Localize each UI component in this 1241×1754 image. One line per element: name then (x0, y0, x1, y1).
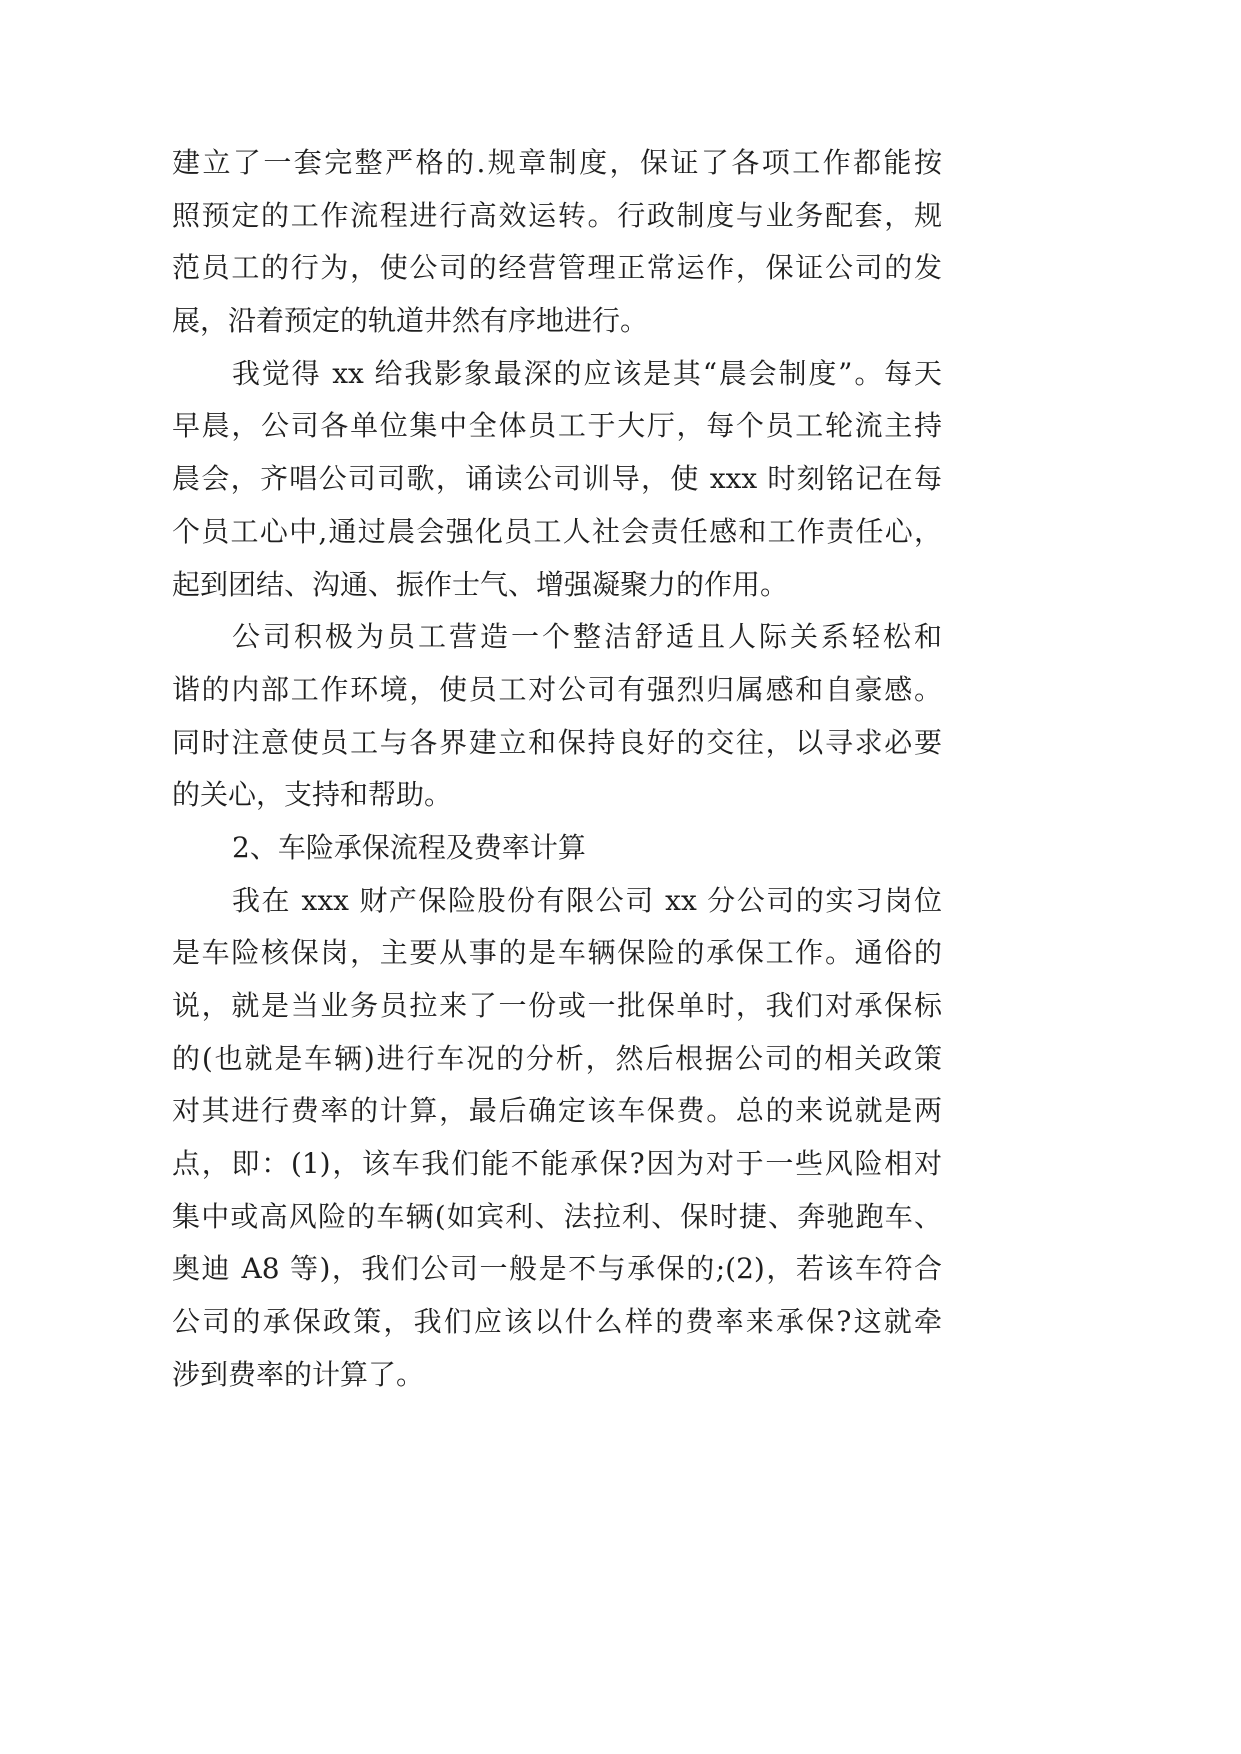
text-line: 公司的承保政策，我们应该以什么样的费率来承保?这就牵 (172, 1305, 942, 1339)
text-line: 我觉得 xx 给我影象最深的应该是其“晨会制度”。每天 (232, 356, 942, 390)
text-line: 公司积极为员工营造一个整洁舒适且人际关系轻松和 (232, 620, 942, 654)
document-body (172, 137, 942, 1402)
text-line: 涉到费率的计算了。 (172, 1357, 425, 1391)
paragraph (172, 611, 942, 822)
text-line: 照预定的工作流程进行高效运转。行政制度与业务配套，规 (172, 198, 942, 232)
text-line: 对其进行费率的计算，最后确定该车保费。总的来说就是两 (172, 1094, 942, 1128)
paragraph (172, 875, 942, 1402)
text-line: 点，即：(1)，该车我们能不能承保?因为对于一些风险相对 (172, 1147, 942, 1181)
paragraph (172, 348, 942, 611)
text-line: 说，就是当业务员拉来了一份或一批保单时，我们对承保标 (172, 989, 942, 1022)
text-line: 展，沿着预定的轨道井然有序地进行。 (172, 304, 649, 338)
text-line: 建立了一套完整严格的.规章制度，保证了各项工作都能按 (172, 146, 942, 179)
text-line: 同时注意使员工与各界建立和保持良好的交往，以寻求必要 (172, 725, 942, 759)
text-line: 范员工的行为，使公司的经营管理正常运作，保证公司的发 (172, 251, 942, 285)
text-line: 晨会，齐唱公司司歌，诵读公司训导，使 xxx 时刻铭记在每 (172, 462, 942, 496)
text-line: 的(也就是车辆)进行车况的分析，然后根据公司的相关政策 (172, 1041, 942, 1075)
text-line: 早晨，公司各单位集中全体员工于大厅，每个员工轮流主持 (172, 409, 942, 443)
text-line: 集中或高风险的车辆(如宾利、法拉利、保时捷、奔驰跑车、 (172, 1199, 942, 1233)
section-heading: 2、车险承保流程及费率计算 (232, 830, 586, 864)
paragraph (172, 137, 942, 348)
text-line: 奥迪 A8 等)，我们公司一般是不与承保的;(2)，若该车符合 (172, 1252, 942, 1286)
text-line: 的关心，支持和帮助。 (172, 778, 453, 812)
text-line: 是车险核保岗，主要从事的是车辆保险的承保工作。通俗的 (172, 936, 942, 970)
text-line: 谐的内部工作环境，使员工对公司有强烈归属感和自豪感。 (172, 672, 942, 706)
text-line: 个员工心中,通过晨会强化员工人社会责任感和工作责任心， (172, 514, 942, 548)
text-line: 起到团结、沟通、振作士气、增强凝聚力的作用。 (172, 567, 789, 601)
text-line: 我在 xxx 财产保险股份有限公司 xx 分公司的实习岗位 (232, 883, 942, 917)
